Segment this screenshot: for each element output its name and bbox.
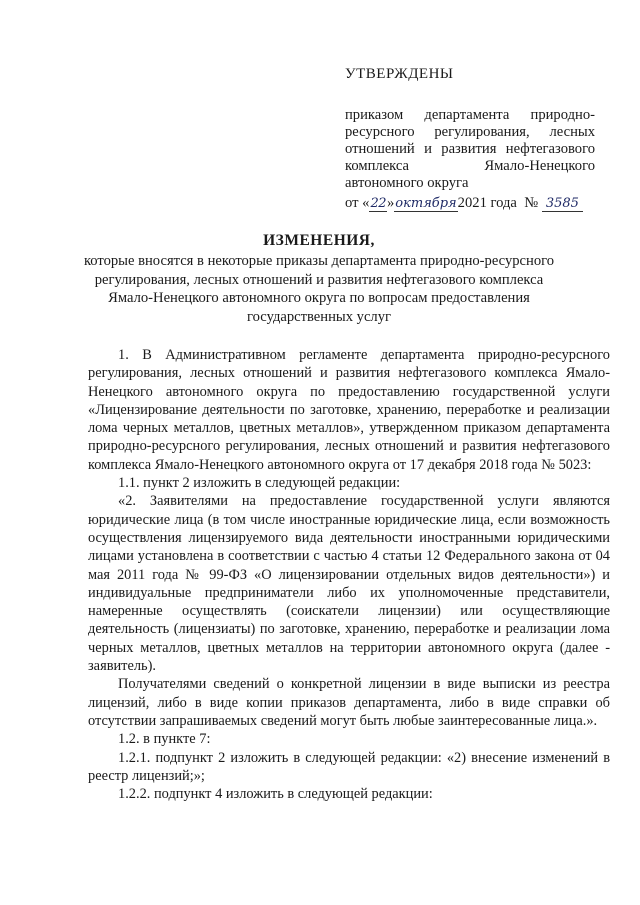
approval-dateline xyxy=(345,194,595,213)
heading-title: ИЗМЕНЕНИЯ, xyxy=(263,232,375,249)
paragraph-1: 1. В Административном регламенте департамента природно-ресурсного регулирования, лесных отношений и развития нефтегазового комплекса Ямало-Ненецкого автономного округа по предоставлению государственной услуги «Лицензирование деятельности по заготовке, хранению, переработке и реализации лома черных металлов, цветных металлов», утвержденном приказом департамента природно-ресурсного регулирования, лесных отношений и развития нефтегазового комплекса Ямало-Ненецкого автономного округа от 17 декабря 2018 года № 5023: xyxy=(88,347,610,473)
number-sign: № xyxy=(524,195,539,211)
paragraph-1-2: 1.2. в пункте 7: xyxy=(118,731,211,748)
date-prefix: от « xyxy=(345,195,370,211)
document-heading xyxy=(80,232,558,326)
paragraph-1-2-2: 1.2.2. подпункт 4 изложить в следующей редакции: xyxy=(118,786,433,803)
paragraph-1-1: 1.1. пункт 2 изложить в следующей редакции: xyxy=(118,475,401,492)
approval-block xyxy=(345,66,595,213)
date-mid: » xyxy=(386,195,395,211)
date-year: 2021 года xyxy=(457,195,517,211)
paragraph-recipients: Получателями сведений о конкретной лицензии в виде выписки из реестра лицензий, либо в виде копии приказов департамента, либо в виде справки об отсутствии запрашиваемых сведений могут быть любые заинтересованные лица.». xyxy=(88,676,610,729)
approval-title: УТВЕРЖДЕНЫ xyxy=(345,66,454,82)
order-number-handwritten: 3585 xyxy=(542,196,583,212)
approval-body: приказом департамента природно-ресурсного регулирования, лесных отношений и развития нефтегазового комплекса Ямало-Ненецкого автономного округа xyxy=(345,107,595,191)
heading-subtitle: которые вносятся в некоторые приказы департамента природно-ресурсного регулирования, лесных отношений и развития нефтегазового комплекса Ямало-Ненецкого автономного округа по вопросам предоставления государственных услуг xyxy=(83,253,555,325)
document-content xyxy=(88,346,610,803)
paragraph-1-2-1: 1.2.1. подпункт 2 изложить в следующей редакции: «2) внесение изменений в реестр лицензий;»; xyxy=(88,749,610,784)
paragraph-applicants: «2. Заявителями на предоставление государственной услуги являются юридические лица (в том числе иностранные юридические лица, если возможность осуществления лицензируемого вида деятельности иностранными юридическими лицами установлена в соответствии с частью 4 статьи 12 Федерального закона от 04 мая 2011 года № 99-ФЗ «О лицензировании отдельных видов деятельности») и индивидуальные предприниматели либо их уполномоченные представители, намеренные осуществлять (соискатели лицензии) или осуществляющие деятельность (лицензиаты) по заготовке, хранению, переработке и реализации лома черных металлов, цветных металлов на территории автономного округа (далее - заявитель). xyxy=(88,493,610,675)
date-month-handwritten: октября xyxy=(395,196,457,211)
date-day-handwritten: 22 xyxy=(370,196,386,211)
